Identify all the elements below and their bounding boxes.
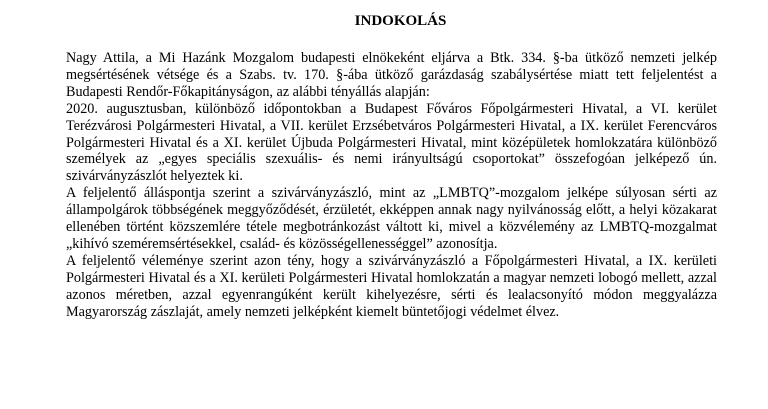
paragraph-facts: 2020. augusztusban, különböző időpontokban a Budapest Főváros Főpolgármesteri Hivatal, a VI. kerület Terézvárosi Polgármesteri Hivatal, a VII. kerület Erzsébetváros Polgármesteri Hivatal, a IX. kerület Ferencváros Polgármesteri Hivatal és a XI. kerület Újbuda Polgármesteri Hivatal, mint középületek homlokzatára különböző személyek az „egyes speciális szexuális- és nemi irányultságú csoportokat” összefogóan jelképező ún. szivárványzászlót helyeztek ki. [66,100,717,185]
document-title: INDOKOLÁS [354,13,447,29]
paragraph-complainant-position: A feljelentő álláspontja szerint a szivárványzászló, mint az „LMBTQ”-mozgalom jelképe súlyosan sérti az állampolgárok többségének meggyőződését, érzületét, ekképpen annak nagy nyilvánosság előtt, a helyi közakarat ellenében történt közszemlére tétele megbotránkozást váltott ki, mivel a közvélemény az LMBTQ-mozgalmat „kihívó szeméremsértésekkel, család- és közösségellenességgel” azonosítja. [66,185,717,252]
document-page [66,0,717,321]
document-body [66,50,717,321]
paragraph-complainant-opinion: A feljelentő véleménye szerint azon tény, hogy a szivárványzászló a Főpolgármesteri Hivatal, a IX. kerületi Polgármesteri Hivatal és a XI. kerületi Polgármesteri Hivatal homlokzatán a magyar nemzeti lobogó mellett, azzal azonos méretben, azzal egyenrangúként került kihelyezésre, sérti és lealacsonyító módon meggyalázza Magyarország zászlaját, amely nemzeti jelképként kiemelt büntetőjogi védelmet élvez. [66,252,717,320]
paragraph-complaint: Nagy Attila, a Mi Hazánk Mozgalom budapesti elnökeként eljárva a Btk. 334. §-ba ütköző nemzeti jelkép megsértésének vétsége és a Szabs. tv. 170. §-ába ütköző garázdaság szabálysértése miatt tett feljelentést a Budapesti Rendőr-Főkapitányságon, az alábbi tényállás alapján: [66,50,717,100]
